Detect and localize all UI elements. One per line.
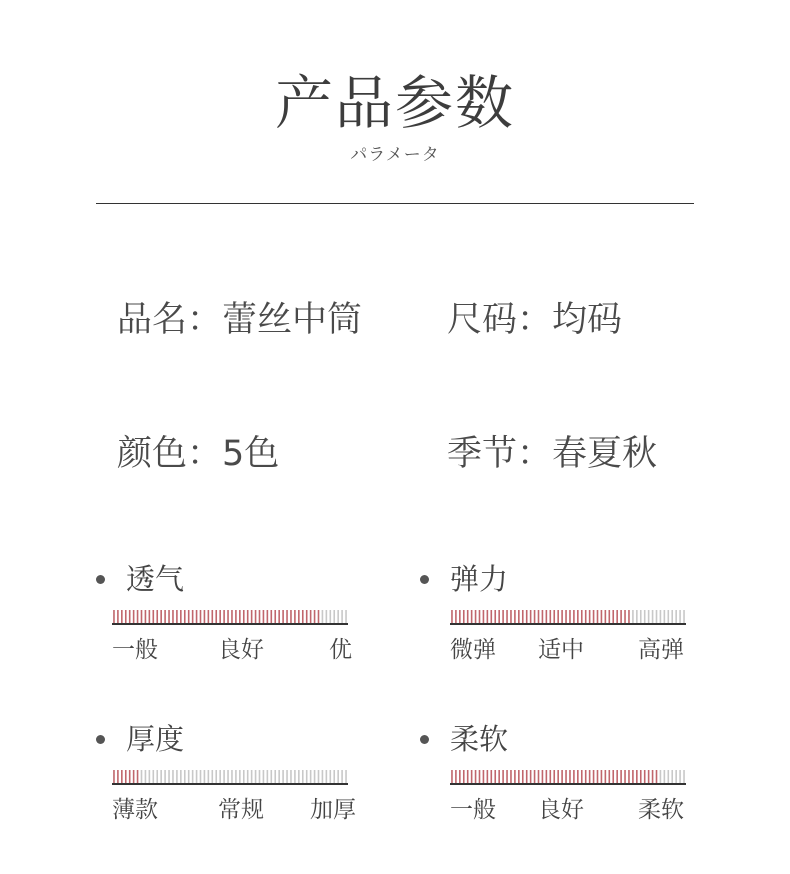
bullet-dot-icon: [420, 575, 429, 584]
rating-ticks: [450, 608, 686, 623]
scale-low: 一般: [112, 637, 158, 663]
scale-low: 薄款: [112, 797, 158, 823]
page-title: 产品参数: [274, 69, 515, 137]
rating-ticks: [450, 768, 686, 783]
scale-mid: 良好: [218, 637, 264, 663]
bullet-dot-icon: [96, 575, 105, 584]
rating-label: 透气: [126, 562, 185, 596]
rating-label: 厚度: [126, 722, 185, 756]
rating-bar: [112, 768, 348, 785]
header-divider: [96, 203, 694, 204]
scale-low: 一般: [450, 797, 496, 823]
rating-thickness: [96, 722, 356, 836]
rating-bar: [450, 608, 686, 625]
rating-softness: [420, 722, 684, 836]
scale-mid: 良好: [538, 797, 584, 823]
scale-high: 加厚: [310, 797, 356, 823]
scale-low: 微弹: [450, 637, 496, 663]
spec-season: 季节：春夏秋: [447, 434, 658, 474]
rating-ticks: [112, 768, 348, 783]
rating-bar: [450, 768, 686, 785]
spec-product-name: 品名：蕾丝中筒: [117, 300, 363, 340]
scale-high: 高弹: [638, 637, 684, 663]
scale-mid: 适中: [538, 637, 584, 663]
bullet-dot-icon: [420, 735, 429, 744]
rating-breathability: [96, 562, 352, 676]
rating-elasticity: [420, 562, 684, 676]
scale-high: 优: [329, 637, 352, 663]
rating-bar: [112, 608, 348, 625]
spec-color: 颜色：5色: [117, 434, 280, 474]
scale-high: 柔软: [638, 797, 684, 823]
scale-mid: 常规: [218, 797, 264, 823]
rating-label: 柔软: [450, 722, 509, 756]
page-subtitle: パラメータ: [350, 145, 440, 165]
spec-size: 尺码：均码: [447, 300, 623, 340]
bullet-dot-icon: [96, 735, 105, 744]
rating-label: 弹力: [450, 562, 509, 596]
rating-ticks: [112, 608, 348, 623]
